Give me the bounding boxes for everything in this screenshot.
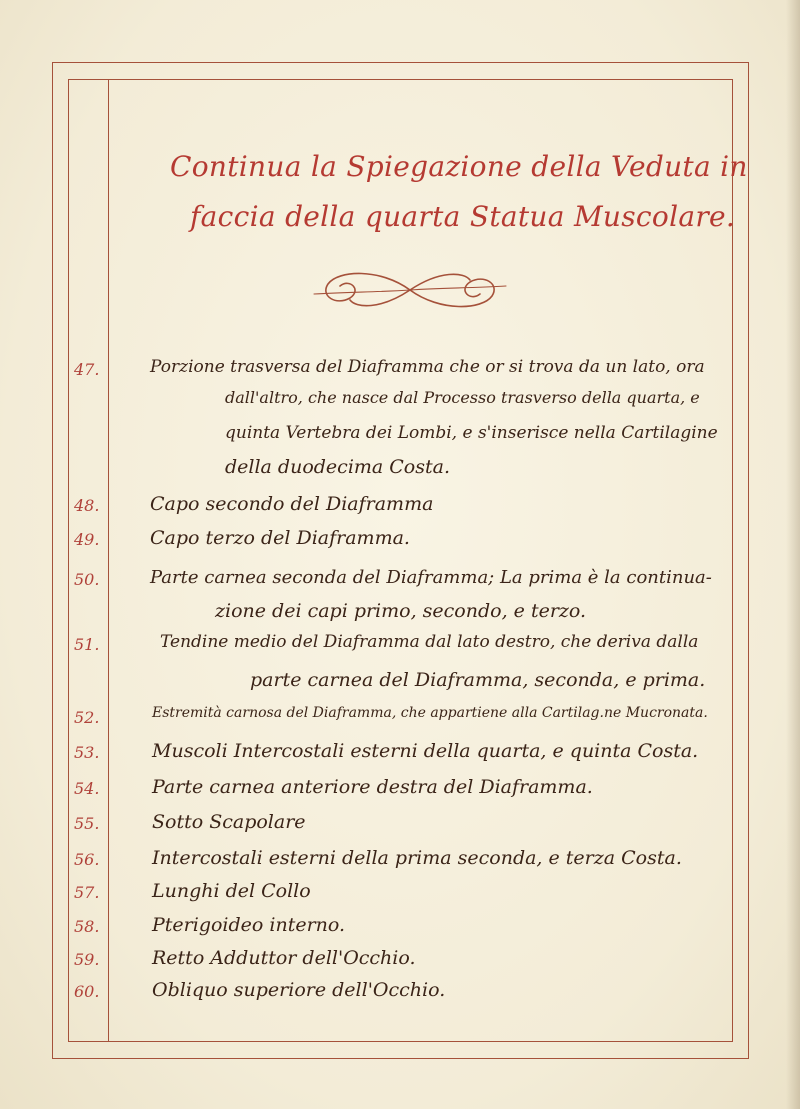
entry-number: 49. — [74, 530, 100, 549]
entry-text: Pterigoideo interno. — [152, 914, 346, 936]
entry-text-continuation: parte carnea del Diaframma, seconda, e prima. — [250, 669, 706, 691]
entry-number: 50. — [74, 570, 100, 589]
entry-number: 51. — [74, 635, 100, 654]
page-title-line-1: Continua la Spiegazione della Veduta in — [170, 150, 748, 183]
entry-number: 59. — [74, 950, 100, 969]
entry-text-continuation: quinta Vertebra dei Lombi, e s'inserisce nella Cartilagine — [225, 423, 718, 443]
entry-number: 48. — [74, 496, 100, 515]
entry-number: 57. — [74, 883, 100, 902]
entry-number: 52. — [74, 708, 100, 727]
entry-text-continuation: dall'altro, che nasce dal Processo trasverso della quarta, e — [225, 388, 700, 407]
entry-text: Lunghi del Collo — [152, 880, 311, 902]
entry-number: 55. — [74, 814, 100, 833]
page-title-line-2: faccia della quarta Statua Muscolare. — [190, 200, 736, 233]
entry-text: Parte carnea anteriore destra del Diaframma. — [152, 776, 593, 798]
entry-text: Capo terzo del Diaframma. — [150, 527, 410, 549]
entry-text: Porzione trasversa del Diaframma che or si trova da un lato, ora — [150, 357, 705, 377]
entry-number: 54. — [74, 779, 100, 798]
entry-text: Intercostali esterni della prima seconda, e terza Costa. — [152, 847, 682, 869]
entry-text: Obliquo superiore dell'Occhio. — [152, 979, 446, 1001]
entry-number: 56. — [74, 850, 100, 869]
entry-text-continuation: zione dei capi primo, secondo, e terzo. — [215, 600, 587, 622]
entry-text: Tendine medio del Diaframma dal lato destro, che deriva dalla — [160, 632, 699, 652]
margin-rule-line — [108, 79, 109, 1042]
scan-edge-shadow — [786, 0, 800, 1109]
entry-number: 47. — [74, 360, 100, 379]
entry-text: Capo secondo del Diaframma — [150, 493, 434, 515]
entry-text: Parte carnea seconda del Diaframma; La prima è la continua- — [150, 567, 712, 588]
entry-text: Retto Adduttor dell'Occhio. — [152, 947, 416, 969]
entry-text: Estremità carnosa del Diaframma, che appartiene alla Cartilag.ne Mucronata. — [152, 705, 708, 721]
entry-number: 60. — [74, 982, 100, 1001]
entry-text: Sotto Scapolare — [152, 811, 306, 833]
entry-number: 58. — [74, 917, 100, 936]
entry-text-continuation: della duodecima Costa. — [225, 456, 451, 478]
flourish-ornament-icon — [310, 266, 510, 314]
entry-number: 53. — [74, 743, 100, 762]
entry-text: Muscoli Intercostali esterni della quarta, e quinta Costa. — [152, 740, 699, 762]
